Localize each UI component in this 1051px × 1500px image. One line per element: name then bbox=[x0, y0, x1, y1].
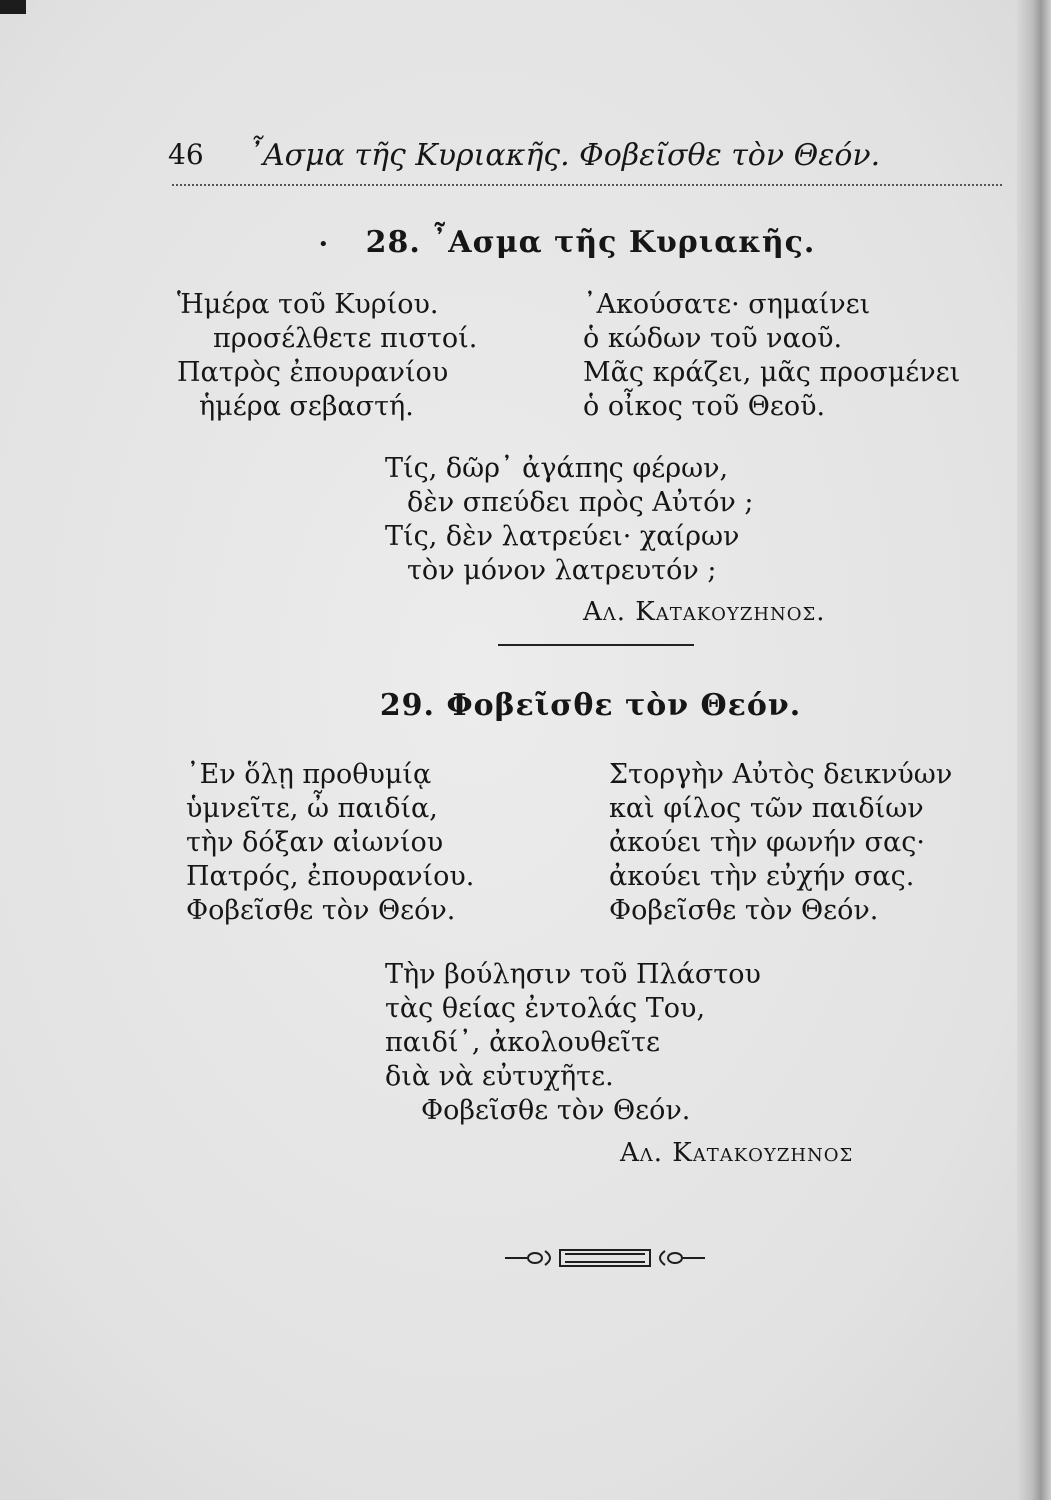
verse-line: Φοβεῖσθε τὸν Θεόν. bbox=[186, 895, 456, 926]
section-separator bbox=[498, 644, 694, 646]
verse-line: τὰς θείας ἐντολάς Του, bbox=[385, 993, 706, 1024]
verse-line: ᾿Ακούσατε· σημαίνει bbox=[583, 289, 871, 320]
verse-line: ἀκούει τὴν εὐχήν σας. bbox=[609, 861, 915, 892]
tailpiece-ornament bbox=[505, 1243, 705, 1273]
poem-28-stanza-3 bbox=[385, 452, 754, 588]
verse-line: ὁ κώδων τοῦ ναοῦ. bbox=[583, 323, 843, 354]
verse-line: παιδί᾿, ἀκολουθεῖτε bbox=[385, 1027, 660, 1058]
verse-line: ἀκούει τὴν φωνήν σας· bbox=[609, 827, 925, 858]
page-corner bbox=[0, 0, 26, 14]
verse-line: Ἡμέρα τοῦ Κυρίου. bbox=[177, 289, 439, 320]
verse-line: τὴν δόξαν αἰωνίου bbox=[186, 827, 444, 858]
poem-28-title: 28. ῏Ασμα τῆς Κυριακῆς. bbox=[365, 225, 816, 260]
page-number: 46 bbox=[168, 138, 204, 171]
verse-line: Πατρὸς ἐπουρανίου bbox=[177, 357, 449, 388]
verse-line: διὰ νὰ εὐτυχῆτε. bbox=[385, 1061, 614, 1092]
verse-line: ἡμέρα σεβαστή. bbox=[199, 391, 414, 422]
running-title: ῏Ασμα τῆς Κυριακῆς. Φοβεῖσθε τὸν Θεόν. bbox=[248, 138, 881, 173]
verse-line: Πατρός, ἐπουρανίου. bbox=[186, 861, 475, 892]
poem-29-stanza-3 bbox=[385, 958, 761, 1128]
header-dotted-rule bbox=[172, 184, 1002, 186]
poem-29-stanza-1 bbox=[186, 758, 474, 928]
verse-line: Στοργὴν Αὐτὸς δεικνύων bbox=[609, 759, 953, 790]
poem-29-signature: Αλ. Κατακουζηνος bbox=[620, 1138, 854, 1168]
verse-line: ὁ οἶκος τοῦ Θεοῦ. bbox=[583, 391, 826, 422]
verse-line: Φοβεῖσθε τὸν Θεόν. bbox=[421, 1095, 691, 1126]
verse-line: Τίς, δῶρ᾿ ἀγάπης φέρων, bbox=[385, 453, 729, 484]
verse-line: δὲν σπεύδει πρὸς Αὐτόν ; bbox=[407, 487, 754, 518]
verse-line: τὸν μόνον λατρευτόν ; bbox=[407, 555, 717, 586]
poem-29-stanza-2 bbox=[609, 758, 952, 928]
verse-line: Φοβεῖσθε τὸν Θεόν. bbox=[609, 895, 879, 926]
poem-28-signature: Αλ. Κατακουζηνος. bbox=[583, 597, 826, 627]
verse-line: ὑμνεῖτε, ὦ παιδία, bbox=[186, 793, 438, 824]
poem-28-stanza-1 bbox=[177, 288, 477, 424]
poem-29-title: 29. Φοβεῖσθε τὸν Θεόν. bbox=[379, 688, 802, 723]
running-head bbox=[168, 138, 1008, 178]
verse-line: Τίς, δὲν λατρεύει· χαίρων bbox=[385, 521, 740, 552]
verse-line: προσέλθετε πιστοί. bbox=[213, 323, 478, 354]
verse-line: ᾿Εν ὅλῃ προθυμίᾳ bbox=[186, 759, 432, 790]
verse-line: Τὴν βούλησιν τοῦ Πλάστου bbox=[385, 959, 761, 990]
verse-line: Μᾶς κράζει, μᾶς προσμένει bbox=[583, 357, 961, 388]
bullet-mark: • bbox=[318, 234, 329, 255]
poem-28-stanza-2 bbox=[583, 288, 960, 424]
verse-line: καὶ φίλος τῶν παιδίων bbox=[609, 793, 924, 824]
